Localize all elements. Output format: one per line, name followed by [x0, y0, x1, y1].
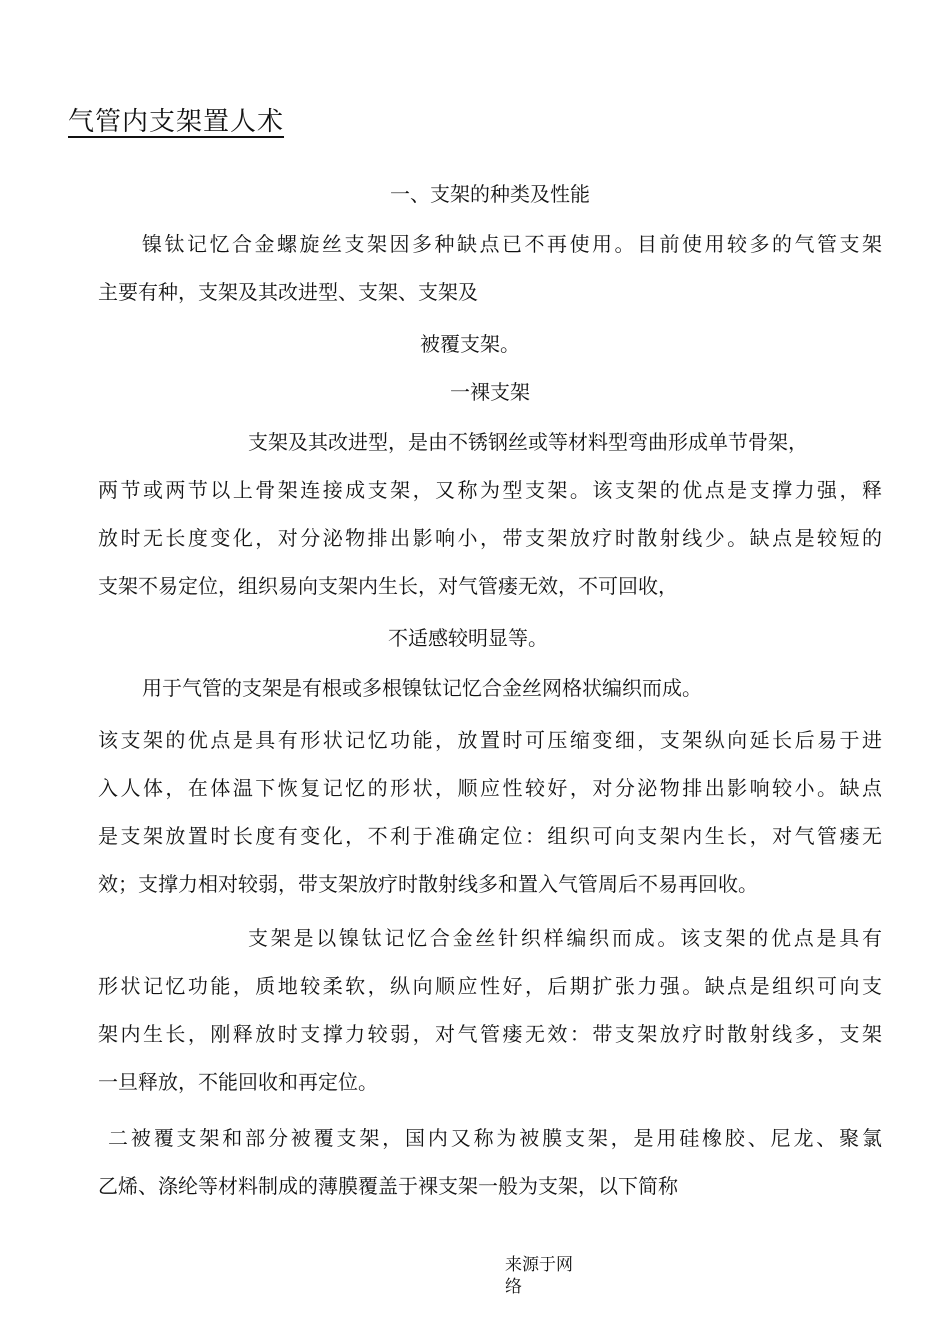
- paragraph-line: 支架及其改进型，是由不锈钢丝或等材料型弯曲形成单节骨架，: [248, 430, 808, 454]
- paragraph-line: 效；支撑力相对较弱，带支架放疗时散射线多和置入气管周后不易再回收。: [98, 872, 758, 896]
- paragraph-line: 架内生长，刚释放时支撑力较弱，对气管瘘无效：带支架放疗时散射线多，支架: [98, 1022, 882, 1046]
- paragraph-mesh-stent: [98, 716, 882, 908]
- document-title: 气管内支架置人术: [68, 107, 285, 137]
- paragraph-line: 支架是以镍钛记忆合金丝针织样编织而成。该支架的优点是具有: [248, 926, 882, 950]
- section-heading-text: 一、支架的种类及性能: [390, 182, 590, 206]
- paragraph-line: 该支架的优点是具有形状记忆功能，放置时可压缩变细，支架纵向延长后易于进: [98, 728, 882, 752]
- paragraph-line: 二被覆支架和部分被覆支架，国内又称为被膜支架，是用硅橡胶、尼龙、聚氯: [108, 1126, 882, 1150]
- paragraph-bare-tail: [388, 614, 688, 662]
- paragraph-mesh-lead: [142, 664, 842, 712]
- intro-tail: [420, 320, 620, 368]
- paragraph-line: 用于气管的支架是有根或多根镍钛记忆合金丝网格状编织而成。: [142, 676, 702, 700]
- paragraph-line: 支架不易定位，组织易向支架内生长，对气管瘘无效，不可回收，: [98, 574, 678, 598]
- paragraph-line: 镍钛记忆合金螺旋丝支架因多种缺点已不再使用。目前使用较多的气管支架: [142, 232, 882, 256]
- section-heading-types: [98, 170, 882, 218]
- paragraph-line: 一旦释放，不能回收和再定位。: [98, 1070, 378, 1094]
- paragraph-line: 两节或两节以上骨架连接成支架，又称为型支架。该支架的优点是支撑力强，释: [98, 478, 882, 502]
- paragraph-bare-stent: [98, 418, 882, 610]
- paragraph-line: 被覆支架。: [420, 332, 520, 356]
- paragraph-covered-stent: [98, 1114, 882, 1210]
- paragraph-line: 不适感较明显等。: [388, 626, 548, 650]
- intro-paragraph: [98, 220, 882, 316]
- paragraph-line: 主要有种，支架及其改进型、支架、支架及: [98, 280, 478, 304]
- paragraph-line: 是支架放置时长度有变化，不利于准确定位：组织可向支架内生长，对气管瘘无: [98, 824, 882, 848]
- paragraph-line: 形状记忆功能，质地较柔软，纵向顺应性好，后期扩张力强。缺点是组织可向支: [98, 974, 882, 998]
- paragraph-knit-stent: [98, 914, 882, 1106]
- subheading-text: 一裸支架: [450, 380, 530, 404]
- source-note: 来源于网络: [505, 1255, 573, 1297]
- paragraph-line: 乙烯、涤纶等材料制成的薄膜覆盖于裸支架一般为支架，以下简称: [98, 1174, 678, 1198]
- paragraph-line: 放时无长度变化，对分泌物排出影响小，带支架放疗时散射线少。缺点是较短的: [98, 526, 882, 550]
- subheading-bare-stent: [450, 368, 650, 416]
- paragraph-line: 入人体，在体温下恢复记忆的形状，顺应性较好，对分泌物排出影响较小。缺点: [98, 776, 882, 800]
